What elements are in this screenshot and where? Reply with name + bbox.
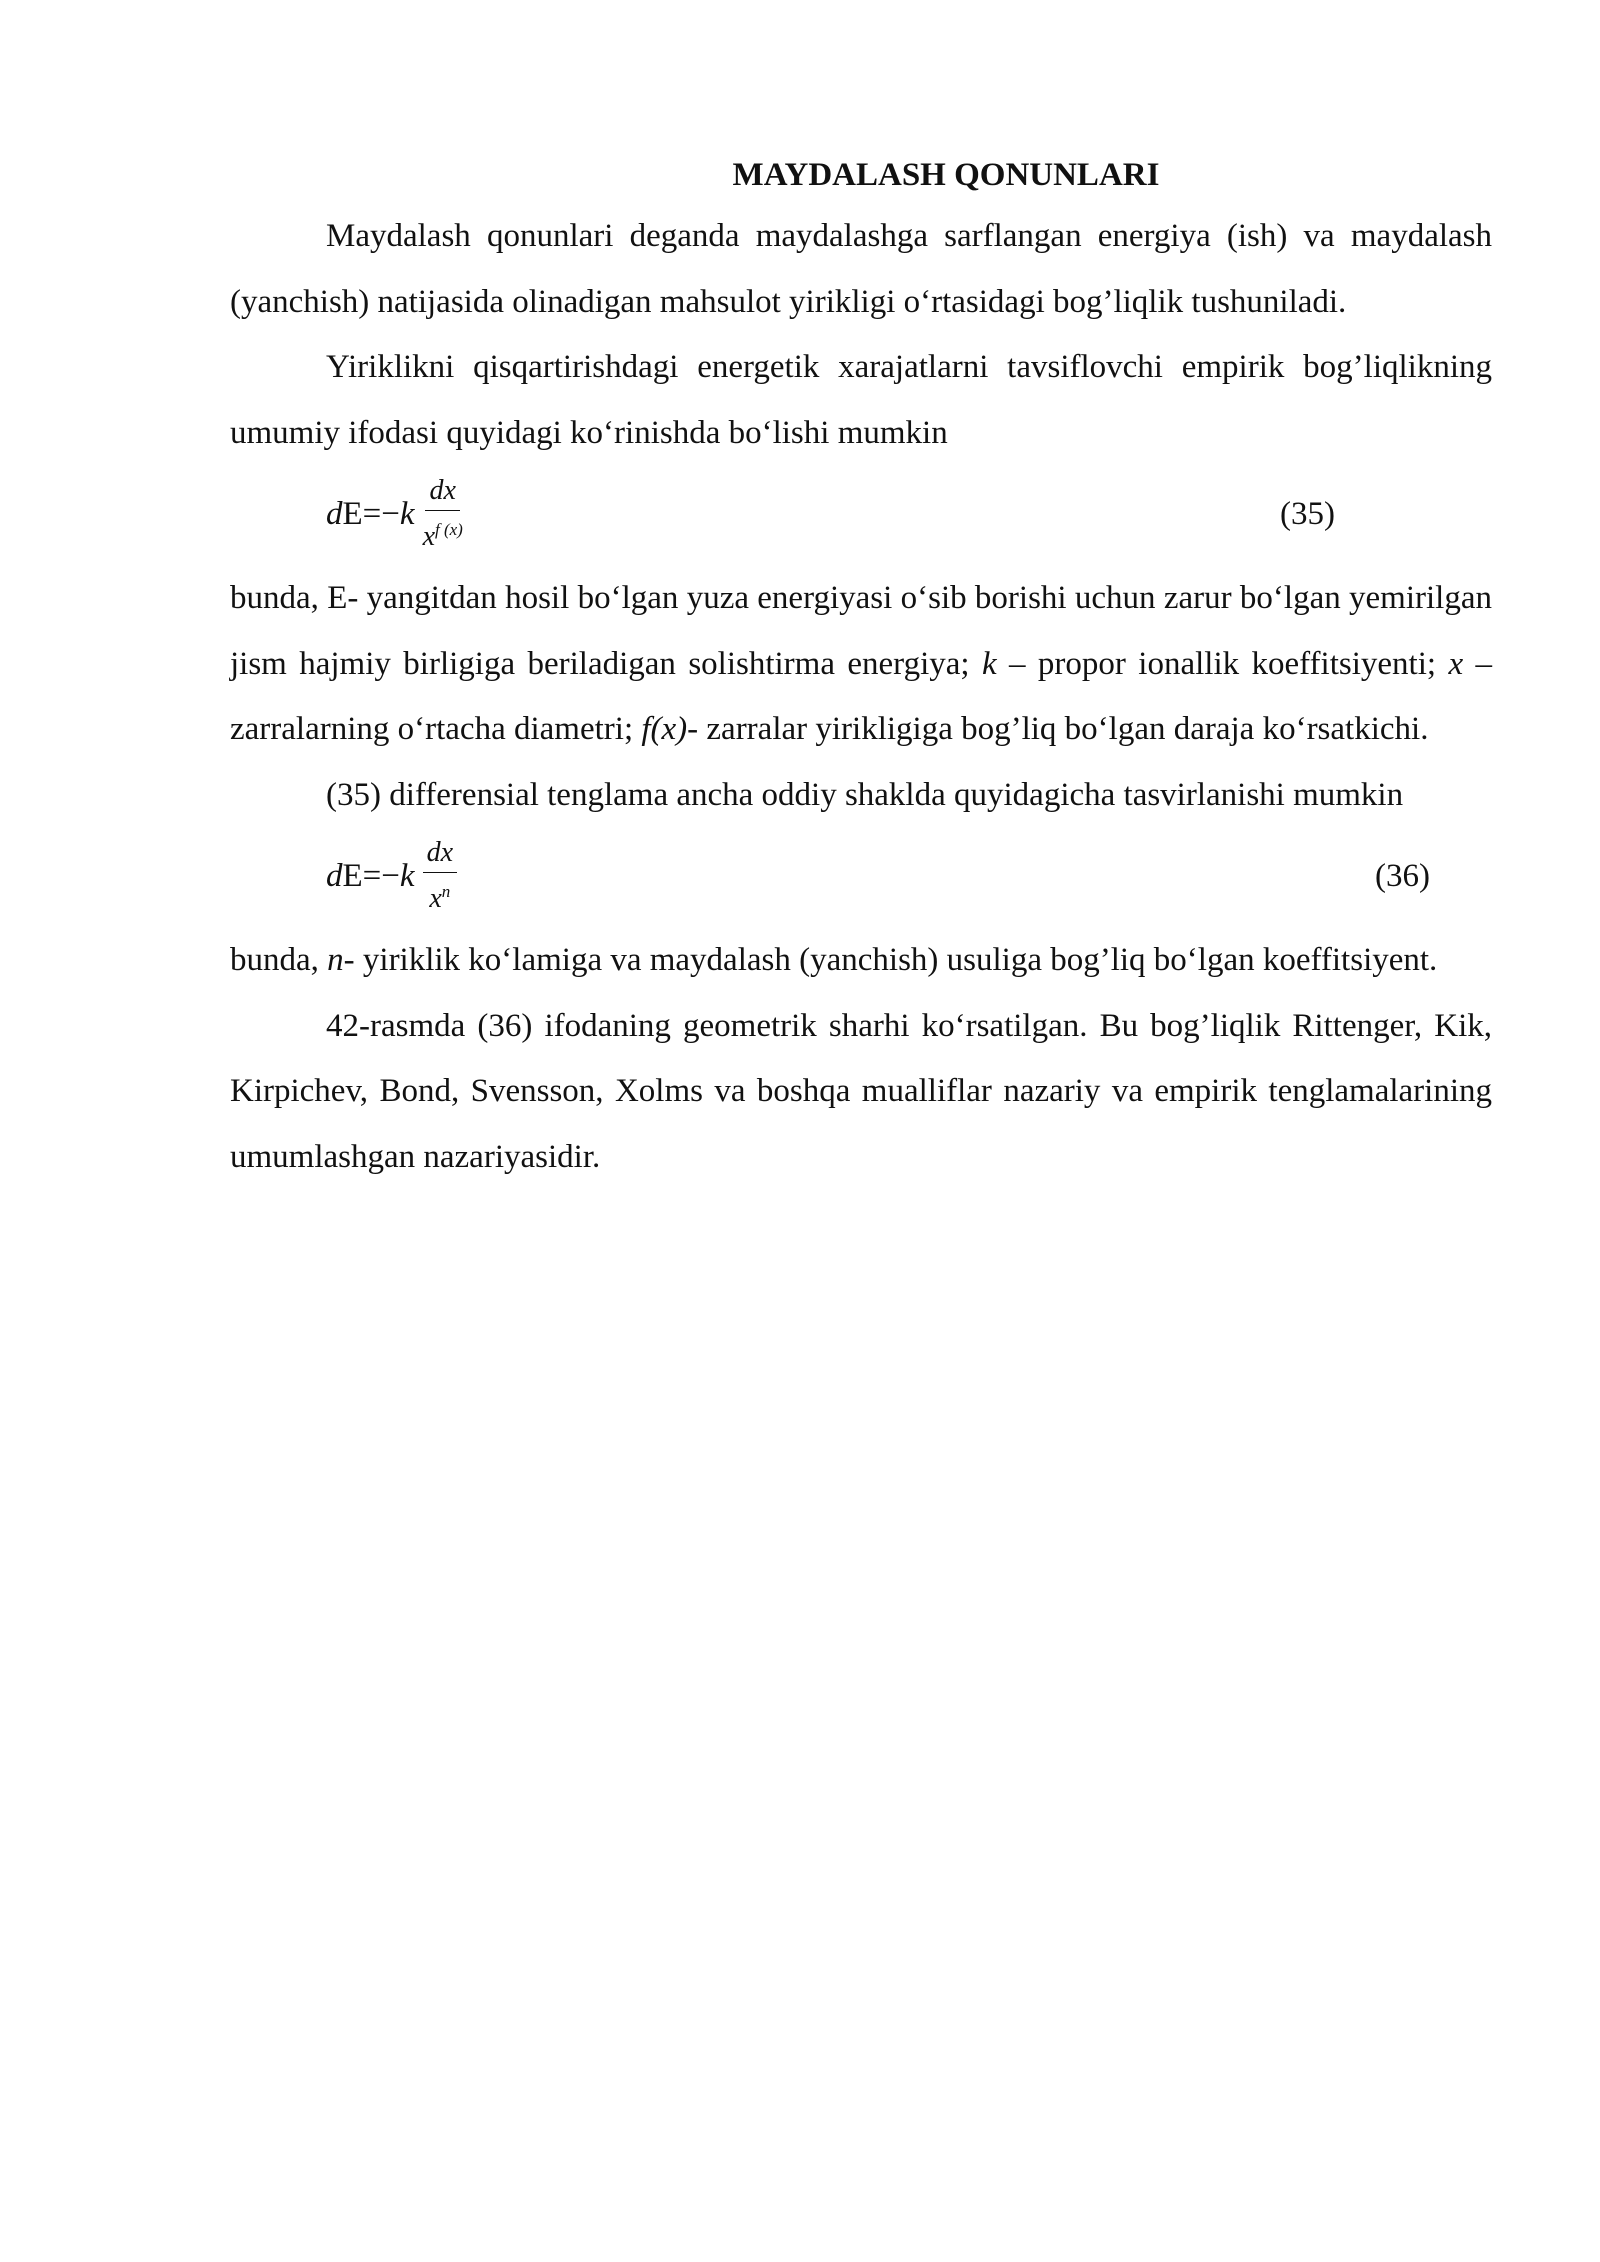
p3-x: x (1448, 645, 1464, 682)
p5-text-1: bunda, (230, 942, 328, 978)
paragraph-simplified: (35) differensial tenglama ancha oddiy shaklda quyidagicha tasvirlanishi mumkin (326, 776, 1404, 813)
eq36-numerator: dx (423, 836, 457, 873)
paragraph-n-coefficient (230, 928, 1492, 994)
eq36-denominator (429, 873, 450, 916)
eq35-den-exponent: f (x) (435, 520, 463, 539)
p3-text-1: bunda, E- yangitdan hosil bo‘lgan yuza energiyasi o‘sib borishi uchun zarur bo‘lgan yemirilgan jism hajmiy birligiga beriladigan solishtirma energiya; (230, 580, 1492, 682)
p3-text-2: – propor ionallik koeffitsiyenti; (996, 645, 1449, 682)
eq35-denominator (423, 511, 463, 554)
eq35-numerator: dx (425, 474, 459, 511)
eq36-fraction (423, 836, 457, 916)
eq35-E: E (342, 495, 363, 532)
section-title: MAYDALASH QONUNLARI (732, 157, 1160, 193)
eq35-d: d (326, 495, 343, 532)
p5-text-2: - yiriklik ko‘lamiga va maydalash (yanchish) usuliga bog’liq bo‘lgan koeffitsiyent. (343, 942, 1438, 978)
equation-35 (230, 468, 1492, 560)
p3-text-4: - zarralar yirikligiga bog’liq bo‘lgan daraja ko‘rsatkichi. (687, 711, 1429, 747)
paragraph-definition: Maydalash qonunlari deganda maydalashga sarflangan energiya (ish) va maydalash (yanchish) natijasida olinadigan mahsulot yirikligi o‘rtasidagi bog’liqlik tushuniladi. (230, 218, 1492, 320)
equation-35-body (326, 468, 463, 560)
eq36-k: k (399, 857, 415, 894)
equation-36-number: (36) (1375, 858, 1430, 894)
equation-36-body (326, 830, 457, 922)
eq35-operator: =− (362, 495, 400, 532)
p3-k: k (981, 645, 997, 682)
eq36-den-base: x (429, 883, 442, 914)
eq36-den-exponent: n (441, 882, 451, 901)
eq36-operator: =− (362, 857, 400, 894)
p3-fx: f(x) (641, 711, 688, 747)
eq35-den-base: x (422, 521, 435, 552)
paragraph-variables (230, 566, 1492, 763)
eq35-k: k (399, 495, 415, 532)
equation-35-number: (35) (1280, 496, 1335, 532)
eq36-E: E (342, 857, 363, 894)
eq35-fraction (423, 474, 463, 554)
p5-n: n (327, 942, 344, 978)
p3-text-3: – zarralarning o‘rtacha diametri; (230, 645, 1492, 747)
paragraph-general-expression: Yiriklikni qisqartirishdagi energetik xarajatlarni tavsiflovchi empirik bog’liqlikning umumiy ifodasi quyidagi ko‘rinishda bo‘lishi mumkin (230, 349, 1492, 451)
equation-36 (230, 830, 1492, 922)
document-page (230, 150, 1492, 1190)
eq36-d: d (326, 857, 343, 894)
paragraph-geometric-interpretation: 42-rasmda (36) ifodaning geometrik sharhi ko‘rsatilgan. Bu bog’liqlik Rittenger, Kik, Kirpichev, Bond, Svensson, Xolms va boshqa mualliflar nazariy va empirik tenglamalarining umumlashgan nazariyasidir. (230, 1007, 1492, 1175)
